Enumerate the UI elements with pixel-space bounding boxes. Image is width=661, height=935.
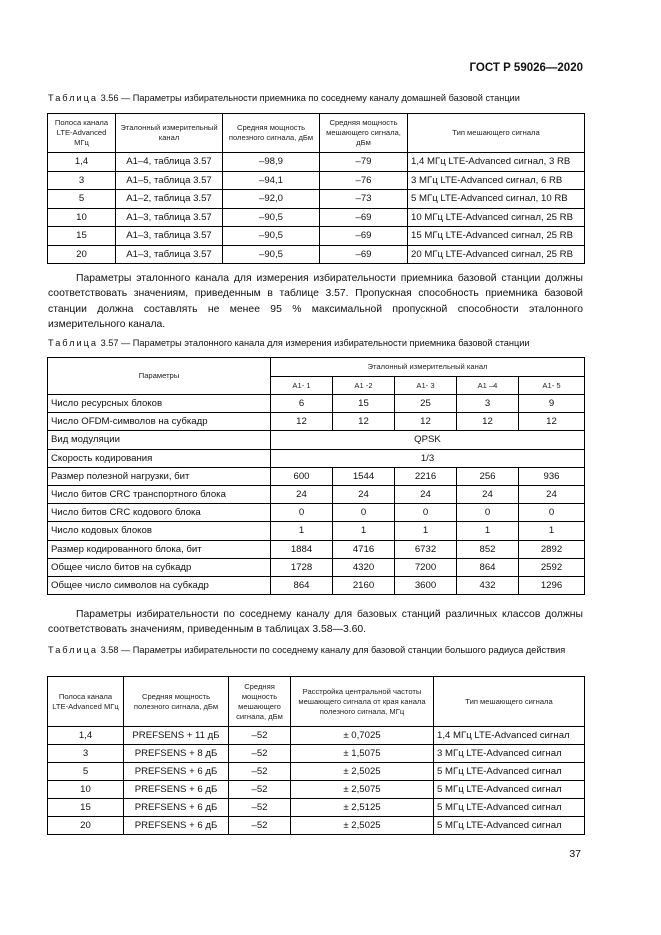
table-cell: PREFSENS + 6 дБ [124,763,229,781]
table-row [48,522,585,540]
table-row [48,208,585,227]
table-cell: 1 [457,522,519,540]
table-cell: –92,0 [223,190,320,209]
table-cell: 6732 [395,540,457,558]
column-header: Расстройка центральной частоты мешающего сигнала от края канала полезного сигнала, МГц [291,677,434,727]
column-header: Тип мешающего сигнала [434,677,585,727]
table-cell: 3 МГц LTE-Advanced сигнал, 6 RB [408,171,585,190]
table-cell: –98,9 [223,153,320,172]
parameter-name: Размер кодированного блока, бит [48,540,271,558]
table-cell: ± 2,5025 [291,817,434,835]
table-cell: –69 [320,208,408,227]
table-cell: 15 [48,799,124,817]
column-header: Эталонный измерительный канал [116,114,223,153]
table-cell: –76 [320,171,408,190]
table-cell: 3 МГц LTE-Advanced сигнал [434,745,585,763]
channel-header: А1 -2 [333,377,395,395]
param-header: Параметры [48,358,271,395]
table-cell: ± 2,5075 [291,781,434,799]
parameter-name: Общее число символов на субкадр [48,576,271,594]
table-cell: 432 [457,576,519,594]
table-cell: 2592 [519,558,585,576]
table-row [48,227,585,246]
table-cell: 5 МГц LTE-Advanced сигнал [434,763,585,781]
parameter-name: Число ресурсных блоков [48,395,271,413]
table-cell: 1884 [271,540,333,558]
table-3-57 [47,357,585,595]
table-cell: 24 [457,485,519,503]
table-cell: 3600 [395,576,457,594]
table-cell: 5 [48,763,124,781]
table-cell: –90,5 [223,245,320,264]
table-row [48,745,585,763]
table-cell: 24 [333,485,395,503]
table-cell: –52 [229,763,291,781]
table-row [48,817,585,835]
table-cell: 4716 [333,540,395,558]
table-cell: 20 [48,817,124,835]
table-cell: PREFSENS + 6 дБ [124,817,229,835]
table-cell: 1296 [519,576,585,594]
table-cell: А1–3, таблица 3.57 [116,208,223,227]
table-cell: –52 [229,781,291,799]
table-row [48,449,585,467]
table-cell: 3 [48,745,124,763]
table-cell: 15 [333,395,395,413]
table-cell: PREFSENS + 11 дБ [124,727,229,745]
table-cell: PREFSENS + 6 дБ [124,799,229,817]
table-row [48,190,585,209]
table-cell: 5 МГц LTE-Advanced сигнал [434,781,585,799]
column-header: Полоса канала LTE-Advanced МГц [48,677,124,727]
table-3-56-caption [48,92,588,104]
paragraph-2: Параметры избирательности по соседнему каналу для базовых станций различных классов должны соответствовать значениям, приведенным в таблицах 3.58—3.60. [48,609,583,636]
table-cell: ± 0,7025 [291,727,434,745]
table-cell: А1–5, таблица 3.57 [116,171,223,190]
table-cell: 0 [333,504,395,522]
table-cell: 1728 [271,558,333,576]
table-cell: 864 [271,576,333,594]
table-cell: 1,4 МГц LTE-Advanced сигнал, 3 RB [408,153,585,172]
table-cell: 24 [519,485,585,503]
table-row [48,540,585,558]
parameter-name: Число битов CRC кодового блока [48,504,271,522]
table-cell: –52 [229,799,291,817]
table-cell: 24 [271,485,333,503]
table-cell: 24 [395,485,457,503]
table-cell: 20 МГц LTE-Advanced сигнал, 25 RB [408,245,585,264]
table-cell: 9 [519,395,585,413]
parameter-name: Общее число битов на субкадр [48,558,271,576]
caption-text: 3.56 — Параметры избирательности приемника по соседнему каналу домашней базовой станции [98,93,520,103]
table-cell: 2160 [333,576,395,594]
table-3-56-header-row [48,114,585,153]
table-cell: 3 [48,171,116,190]
table-cell: 12 [519,413,585,431]
table-cell: –90,5 [223,227,320,246]
channel-header: А1- 1 [271,377,333,395]
table-cell: PREFSENS + 8 дБ [124,745,229,763]
table-cell: –52 [229,727,291,745]
table-cell: 12 [457,413,519,431]
table-cell: 10 МГц LTE-Advanced сигнал, 25 RB [408,208,585,227]
table-cell: 0 [457,504,519,522]
table-3-56 [47,113,585,264]
table-cell: –52 [229,817,291,835]
table-cell: 256 [457,467,519,485]
table-cell: 0 [519,504,585,522]
table-cell: 5 МГц LTE-Advanced сигнал [434,817,585,835]
table-cell: ± 2,5125 [291,799,434,817]
table-cell: –69 [320,227,408,246]
table-row [48,576,585,594]
table-cell: 1 [395,522,457,540]
parameter-name: Число битов CRC транспортного блока [48,485,271,503]
table-cell: QPSK [271,431,585,449]
channel-header: А1- 3 [395,377,457,395]
column-header: Средняя мощность мешающего сигнала, дБм [320,114,408,153]
table-cell: 7200 [395,558,457,576]
caption-prefix: Таблица [48,93,99,103]
paragraph-1: Параметры эталонного канала для измерения избирательности приемника базовой станции должны соответствовать значениям, приведенным в таблице 3.57. Пропускная способность приемника базовой станции должна составлять не менее 95 % максимальной пропускной способности эталонного измерительного канала. [48,273,583,331]
table-cell: 5 [48,190,116,209]
column-header: Средняя мощность полезного сигнала, дБм [223,114,320,153]
table-cell: 1,4 [48,727,124,745]
group-header: Эталонный измерительный канал [271,358,585,377]
table-cell: А1–3, таблица 3.57 [116,245,223,264]
table-cell: 5 МГц LTE-Advanced сигнал [434,799,585,817]
table-cell: 1,4 [48,153,116,172]
table-3-58-caption [48,644,588,656]
table-cell: 4320 [333,558,395,576]
parameter-name: Число OFDM-символов на субкадр [48,413,271,431]
caption-prefix: Таблица [48,338,99,348]
table-row [48,153,585,172]
table-row [48,413,585,431]
caption-text: 3.58 — Параметры избирательности по соседнему каналу для базовой станции большого радиуса действия [98,645,566,655]
table-row [48,395,585,413]
channel-header: А1 –4 [457,377,519,395]
table-cell: 10 [48,208,116,227]
caption-prefix: Таблица [48,645,99,655]
document-code: ГОСТ Р 59026—2020 [469,62,583,74]
column-header: Средняя мощность мешающего сигнала, дБм [229,677,291,727]
table-cell: 12 [333,413,395,431]
caption-text: 3.57 — Параметры эталонного канала для измерения избирательности приемника базовой станции [98,338,530,348]
table-cell: 3 [457,395,519,413]
column-header: Тип мешающего сигнала [408,114,585,153]
table-cell: –90,5 [223,208,320,227]
table-cell: 852 [457,540,519,558]
table-row [48,504,585,522]
parameter-name: Скорость кодирования [48,449,271,467]
table-cell: 1 [271,522,333,540]
parameter-name: Размер полезной нагрузки, бит [48,467,271,485]
table-cell: 5 МГц LTE-Advanced сигнал, 10 RB [408,190,585,209]
table-cell: 12 [271,413,333,431]
page-number: 37 [569,848,581,860]
table-cell: PREFSENS + 6 дБ [124,781,229,799]
table-3-57-group-header-row [48,358,585,377]
column-header: Полоса канала LTE-Advanced МГц [48,114,116,153]
table-cell: 10 [48,781,124,799]
table-cell: 15 [48,227,116,246]
channel-header: А1- 5 [519,377,585,395]
table-cell: 2216 [395,467,457,485]
table-row [48,727,585,745]
table-3-57-caption [48,337,588,349]
parameter-name: Число кодовых блоков [48,522,271,540]
table-cell: 15 МГц LTE-Advanced сигнал, 25 RB [408,227,585,246]
table-row [48,763,585,781]
table-row [48,467,585,485]
table-cell: –69 [320,245,408,264]
table-row [48,171,585,190]
table-cell: –52 [229,745,291,763]
table-cell: 1,4 МГц LTE-Advanced сигнал [434,727,585,745]
table-cell: 2892 [519,540,585,558]
table-3-58-header-row [48,677,585,727]
table-cell: А1–4, таблица 3.57 [116,153,223,172]
table-row [48,558,585,576]
table-cell: 6 [271,395,333,413]
table-cell: 25 [395,395,457,413]
column-header: Средняя мощность полезного сигнала, дБм [124,677,229,727]
table-row [48,781,585,799]
table-cell: 1 [333,522,395,540]
table-row [48,485,585,503]
parameter-name: Вид модуляции [48,431,271,449]
table-cell: 0 [271,504,333,522]
table-cell: ± 1,5075 [291,745,434,763]
table-cell: 1544 [333,467,395,485]
table-cell: 12 [395,413,457,431]
table-cell: 864 [457,558,519,576]
table-row [48,245,585,264]
table-cell: 600 [271,467,333,485]
table-cell: 0 [395,504,457,522]
table-row [48,799,585,817]
table-cell: –79 [320,153,408,172]
table-cell: А1–3, таблица 3.57 [116,227,223,246]
table-row [48,431,585,449]
table-cell: 936 [519,467,585,485]
table-cell: А1–2, таблица 3.57 [116,190,223,209]
table-cell: 1/3 [271,449,585,467]
table-cell: 20 [48,245,116,264]
table-cell: ± 2,5025 [291,763,434,781]
table-cell: –73 [320,190,408,209]
table-cell: –94,1 [223,171,320,190]
table-3-58 [47,676,585,835]
table-cell: 1 [519,522,585,540]
